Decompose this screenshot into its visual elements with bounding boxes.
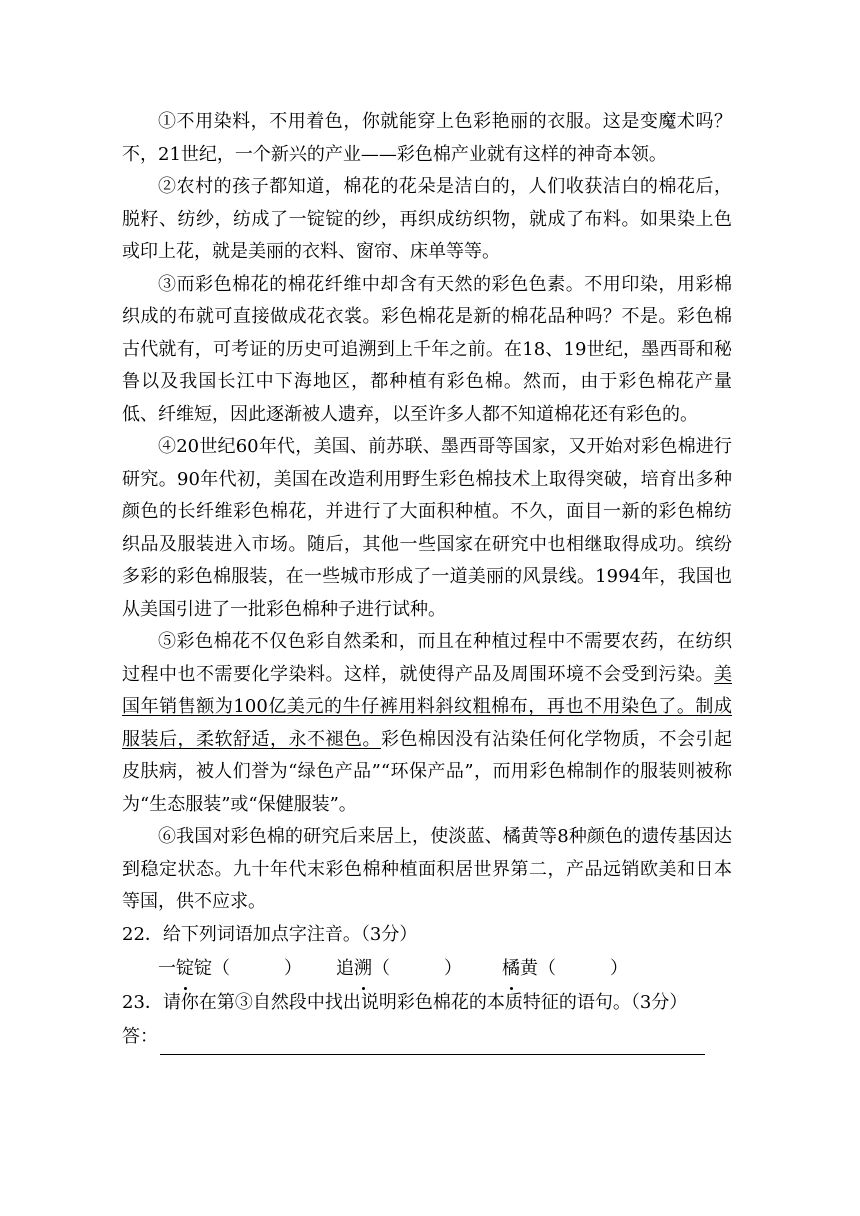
paragraph-5-underlined: 美国年销售额为100亿美元的牛仔裤用料斜纹粗棉布，再也不用染色了。制成服装后，柔软舒适，永不褪色。 <box>122 663 732 750</box>
paragraph-4: ④20世纪60年代，美国、前苏联、墨西哥等国家，又开始对彩色棉进行研究。90年代初，美国在改造利用野生彩色棉技术上取得突破，培育出多种颜色的长纤维彩色棉花，并进行了大面积种植。不久，面目一新的彩色棉纺织品及服装进入市场。随后，其他一些国家在研究中也相继取得成功。缤纷多彩的彩色棉服装，在一些城市形成了一道美丽的风景线。1994年，我国也从美国引进了一批彩色棉种子进行试种。 <box>122 436 732 620</box>
word-2-prefix: 追 <box>336 957 354 979</box>
question-22-prompt: 22．给下列词语加点字注音。（3分） <box>122 923 418 945</box>
word-3-rest: 黄（ ） <box>520 957 628 979</box>
paragraph-5-before: ⑤彩色棉花不仅色彩自然柔和，而且在种植过程中不需要农药，在纺织过程中也不需要化学染料。这样，就使得产品及周围环境不会受到污染。 <box>122 631 732 685</box>
paragraph-6: ⑥我国对彩色棉的研究后来居上，使淡蓝、橘黄等8种颜色的遗传基因达到稳定状态。九十年代末彩色棉种植面积居世界第二，产品远销欧美和日本等国，供不应求。 <box>122 826 732 912</box>
answer-label: 答： <box>122 1025 158 1047</box>
word-item-2 <box>336 951 502 987</box>
question-23-prompt: 23．请你在第③自然段中找出说明彩色棉花的本质特征的语句。（3分） <box>122 991 688 1013</box>
paragraph-2: ②农村的孩子都知道，棉花的花朵是洁白的，人们收获洁白的棉花后，脱籽、纺纱，纺成了一锭锭的纱，再织成纺织物，就成了布料。如果染上色或印上花，就是美丽的衣料、窗帘、床单等等。 <box>122 176 732 262</box>
word-1-dotted-char: 锭 <box>176 951 194 987</box>
paragraph-3: ③而彩色棉花的棉花纤维中却含有天然的彩色色素。不用印染，用彩棉织成的布就可直接做成花衣裳。彩色棉花是新的棉花品种吗？不是。彩色棉古代就有，可考证的历史可追溯到上千年之前。在18、19世纪，墨西哥和秘鲁以及我国长江中下海地区，都种植有彩色棉。然而，由于彩色棉花产量低、纤维短，因此逐渐被人遗弃，以至许多人都不知道棉花还有彩色的。 <box>122 273 732 425</box>
word-3-dotted-char: 橘 <box>502 951 520 987</box>
word-item-1 <box>158 951 336 987</box>
question-23-answer <box>122 1019 732 1055</box>
paragraph-5-after: 彩色棉因没有沾染任何化学物质，不会引起皮肤病，被人们誉为“绿色产品”“环保产品”，而用彩色棉制作的服装则被称为“生态服装”或“保健服装”。 <box>122 728 732 815</box>
paragraph-5 <box>122 626 732 821</box>
question-22-words <box>122 951 732 987</box>
word-item-3 <box>502 951 628 987</box>
word-2-dotted-char: 溯 <box>354 951 372 987</box>
answer-line[interactable] <box>160 1028 705 1055</box>
word-2-rest: （ ） <box>372 957 462 979</box>
document-page <box>122 106 732 1055</box>
word-1-rest: 锭（ ） <box>194 957 302 979</box>
paragraph-1: ①不用染料，不用着色，你就能穿上色彩艳丽的衣服。这是变魔术吗？不，21世纪，一个新兴的产业——彩色棉产业就有这样的神奇本领。 <box>122 111 732 165</box>
word-1-prefix: 一 <box>158 957 176 979</box>
